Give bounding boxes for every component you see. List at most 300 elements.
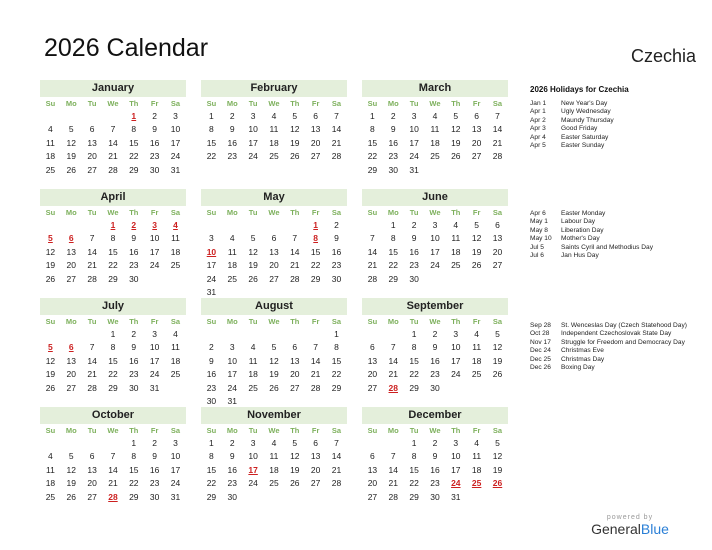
empty-cell: [264, 219, 285, 232]
holiday-day-cell: 8: [313, 233, 318, 244]
month-header: April: [40, 189, 186, 206]
day-cell: 13: [492, 233, 503, 244]
weekday-label: Th: [290, 426, 300, 435]
day-cell: 2: [229, 438, 235, 448]
empty-cell: [61, 437, 82, 450]
day-cell: 30: [388, 164, 398, 175]
day-cell: 19: [66, 478, 76, 489]
holiday-name: Christmas Day: [561, 355, 605, 363]
weekday-label: Su: [45, 99, 56, 108]
day-cell: 12: [269, 355, 279, 366]
weekday-label: Fr: [150, 208, 159, 217]
day-cell: 27: [367, 382, 378, 393]
day-cell: 20: [269, 260, 279, 271]
weekday-label: Fr: [311, 426, 320, 435]
day-cell: 27: [310, 478, 321, 489]
day-cell: 17: [170, 137, 181, 148]
holiday-name: Struggle for Freedom and Democracy Day: [561, 338, 685, 346]
day-cell: 28: [87, 273, 97, 284]
day-cell: 6: [89, 124, 95, 135]
holiday-row: [530, 339, 700, 347]
holiday-date: Dec 26: [530, 364, 551, 372]
day-cell: 24: [451, 369, 461, 380]
day-cell: 16: [227, 137, 237, 148]
holiday-date: Sep 28: [530, 322, 551, 329]
day-cell: 19: [66, 151, 76, 162]
holiday-group: [530, 85, 700, 150]
day-cell: 27: [367, 491, 378, 502]
holiday-row: [530, 218, 700, 226]
month-header: January: [40, 80, 186, 97]
weekday-label: Sa: [331, 99, 342, 108]
day-cell: 29: [409, 382, 419, 393]
day-cell: 2: [229, 111, 235, 121]
weekday-label: Th: [129, 208, 139, 217]
day-cell: 31: [451, 491, 461, 502]
weekday-label: Tu: [248, 99, 258, 108]
holiday-date: Apr 5: [530, 142, 546, 150]
day-cell: 19: [492, 464, 503, 475]
holiday-row: [530, 364, 700, 372]
holiday-day-cell: 26: [492, 478, 503, 489]
weekday-label: We: [107, 208, 119, 217]
day-cell: 6: [313, 438, 318, 448]
day-cell: 25: [227, 273, 237, 284]
month-header: September: [362, 298, 508, 315]
holiday-day-cell: 1: [110, 220, 116, 230]
day-cell: 12: [248, 246, 258, 257]
day-cell: 24: [248, 478, 258, 489]
empty-cell: [82, 328, 103, 341]
holiday-date: May 8: [530, 226, 548, 234]
day-cell: 3: [453, 329, 459, 339]
weekday-label: Th: [290, 99, 300, 108]
day-cell: 21: [108, 151, 118, 162]
weekday-label: Fr: [311, 99, 320, 108]
weekday-label: Sa: [492, 99, 503, 108]
weekday-label: Sa: [331, 317, 342, 326]
day-cell: 26: [45, 382, 56, 393]
empty-cell: [201, 328, 222, 341]
weekday-label: Tu: [248, 317, 258, 326]
day-cell: 29: [206, 491, 217, 502]
holiday-day-cell: 17: [248, 464, 258, 475]
day-cell: 27: [269, 273, 279, 284]
day-cell: 10: [149, 342, 160, 353]
day-cell: 15: [108, 355, 118, 366]
month-days: [40, 206, 186, 286]
day-cell: 28: [331, 151, 342, 162]
holiday-date: Apr 6: [530, 210, 546, 217]
day-cell: 17: [248, 137, 258, 148]
month-header: November: [201, 407, 347, 424]
day-cell: 20: [367, 478, 378, 489]
day-cell: 20: [471, 137, 482, 148]
holiday-row: [530, 347, 700, 355]
day-cell: 28: [331, 478, 342, 489]
day-cell: 14: [290, 246, 300, 257]
weekday-label: Tu: [87, 426, 97, 435]
day-cell: 1: [334, 329, 339, 339]
day-cell: 6: [313, 111, 318, 121]
day-cell: 13: [87, 137, 97, 148]
weekday-label: Sa: [331, 208, 342, 217]
day-cell: 13: [367, 464, 378, 475]
month-february: [201, 80, 347, 164]
day-cell: 1: [411, 329, 417, 339]
holidays-title: 2026 Holidays for Czechia: [530, 85, 629, 94]
holiday-row: [530, 252, 700, 260]
day-cell: 22: [206, 478, 217, 489]
weekday-label: Tu: [409, 208, 419, 217]
brand-name-general: General: [591, 521, 641, 537]
holiday-day-cell: 6: [68, 342, 74, 353]
day-cell: 1: [390, 220, 396, 230]
weekday-label: Tu: [409, 426, 419, 435]
day-cell: 26: [66, 164, 76, 175]
day-cell: 13: [471, 124, 482, 135]
day-cell: 24: [149, 260, 160, 271]
day-cell: 20: [290, 369, 300, 380]
day-cell: 7: [110, 451, 116, 462]
day-cell: 29: [388, 273, 398, 284]
day-cell: 8: [209, 451, 214, 462]
weekday-label: Mo: [65, 99, 77, 108]
day-cell: 26: [290, 478, 300, 489]
day-cell: 30: [331, 273, 342, 284]
holiday-day-cell: 28: [388, 382, 398, 393]
day-cell: 30: [129, 382, 139, 393]
day-cell: 30: [430, 491, 440, 502]
day-cell: 4: [48, 124, 53, 135]
holiday-row: [530, 244, 700, 252]
month-october: [40, 407, 186, 504]
holiday-row: [530, 210, 700, 218]
empty-cell: [40, 219, 61, 232]
day-cell: 15: [108, 246, 118, 257]
empty-cell: [284, 328, 305, 341]
day-cell: 6: [495, 220, 500, 230]
day-cell: 16: [331, 246, 342, 257]
day-cell: 31: [206, 286, 217, 297]
day-cell: 12: [45, 355, 56, 366]
day-cell: 16: [206, 369, 217, 380]
day-cell: 28: [310, 382, 321, 393]
weekday-label: Tu: [87, 99, 97, 108]
holiday-name: Jan Hus Day: [561, 252, 599, 260]
day-cell: 10: [170, 451, 181, 462]
day-cell: 8: [110, 342, 116, 353]
holiday-name: Saints Cyril and Methodius Day: [561, 243, 653, 251]
day-cell: 19: [248, 260, 258, 271]
day-cell: 2: [432, 329, 438, 339]
page-title: 2026 Calendar: [44, 34, 209, 62]
day-cell: 21: [290, 260, 300, 271]
empty-cell: [103, 437, 124, 450]
day-cell: 7: [390, 342, 396, 353]
day-cell: 3: [250, 438, 256, 448]
day-cell: 17: [409, 137, 419, 148]
empty-cell: [61, 328, 82, 341]
day-cell: 25: [269, 151, 279, 162]
day-cell: 6: [474, 111, 479, 121]
day-cell: 1: [370, 111, 375, 121]
month-days: [362, 206, 508, 286]
day-cell: 27: [66, 273, 76, 284]
day-cell: 7: [89, 233, 95, 244]
day-cell: 24: [170, 478, 181, 489]
weekday-label: Th: [290, 208, 300, 217]
day-cell: 20: [310, 137, 321, 148]
weekday-label: Fr: [311, 208, 320, 217]
day-cell: 17: [430, 246, 440, 257]
day-cell: 31: [170, 164, 181, 175]
weekday-label: We: [107, 99, 119, 108]
day-cell: 13: [87, 464, 97, 475]
day-cell: 22: [108, 260, 118, 271]
day-cell: 5: [292, 111, 298, 121]
day-cell: 15: [409, 355, 419, 366]
month-header: February: [201, 80, 347, 97]
month-header: May: [201, 189, 347, 206]
day-cell: 25: [430, 151, 440, 162]
day-cell: 21: [388, 369, 398, 380]
weekday-label: We: [268, 99, 280, 108]
holiday-date: Nov 17: [530, 338, 551, 346]
month-days: [40, 315, 186, 395]
holiday-day-cell: 10: [206, 246, 217, 257]
day-cell: 7: [334, 111, 339, 121]
day-cell: 2: [131, 329, 137, 339]
day-cell: 19: [269, 369, 279, 380]
day-cell: 12: [45, 246, 56, 257]
day-cell: 29: [108, 382, 118, 393]
weekday-label: Su: [45, 208, 56, 217]
day-cell: 1: [209, 438, 214, 448]
day-cell: 6: [89, 451, 95, 462]
day-cell: 26: [45, 273, 56, 284]
month-header: October: [40, 407, 186, 424]
month-august: [201, 298, 347, 408]
day-cell: 9: [411, 233, 417, 244]
day-cell: 25: [45, 491, 56, 502]
day-cell: 26: [471, 260, 482, 271]
day-cell: 11: [227, 246, 237, 257]
weekday-label: Sa: [331, 426, 342, 435]
day-cell: 18: [227, 260, 237, 271]
day-cell: 18: [471, 464, 482, 475]
day-cell: 29: [409, 491, 419, 502]
day-cell: 12: [451, 124, 461, 135]
day-cell: 23: [430, 369, 440, 380]
day-cell: 25: [170, 369, 181, 380]
holiday-name: Labour Day: [561, 218, 596, 226]
day-cell: 14: [108, 464, 118, 475]
day-cell: 10: [248, 124, 258, 135]
holiday-date: Apr 1: [530, 108, 546, 116]
day-cell: 9: [390, 124, 396, 135]
holiday-name: New Year's Day: [561, 100, 608, 107]
day-cell: 14: [367, 246, 378, 257]
day-cell: 14: [492, 124, 503, 135]
day-cell: 9: [334, 233, 339, 244]
day-cell: 15: [206, 464, 217, 475]
day-cell: 15: [367, 137, 378, 148]
holiday-day-cell: 24: [451, 478, 461, 489]
holiday-date: Apr 3: [530, 125, 546, 133]
holiday-date: Dec 24: [530, 347, 551, 355]
day-cell: 27: [87, 164, 97, 175]
day-cell: 28: [367, 273, 378, 284]
day-cell: 31: [149, 382, 160, 393]
day-cell: 9: [432, 342, 438, 353]
day-cell: 29: [108, 273, 118, 284]
empty-cell: [82, 110, 103, 123]
day-cell: 7: [370, 233, 375, 244]
day-cell: 7: [390, 451, 396, 462]
day-cell: 8: [411, 342, 417, 353]
day-cell: 28: [290, 273, 300, 284]
day-cell: 3: [453, 438, 459, 448]
day-cell: 4: [474, 329, 479, 339]
day-cell: 26: [451, 151, 461, 162]
weekday-label: Mo: [226, 426, 238, 435]
day-cell: 22: [409, 478, 419, 489]
weekday-label: Tu: [248, 426, 258, 435]
day-cell: 13: [269, 246, 279, 257]
day-cell: 30: [129, 273, 139, 284]
day-cell: 28: [108, 164, 118, 175]
day-cell: 22: [331, 369, 342, 380]
day-cell: 10: [149, 233, 160, 244]
holiday-day-cell: 28: [108, 491, 118, 502]
day-cell: 19: [45, 260, 56, 271]
day-cell: 8: [110, 233, 116, 244]
day-cell: 11: [269, 124, 279, 135]
month-header: July: [40, 298, 186, 315]
weekday-label: Mo: [226, 99, 238, 108]
holiday-row: [530, 330, 700, 338]
day-cell: 15: [129, 464, 139, 475]
empty-cell: [305, 328, 326, 341]
month-april: [40, 189, 186, 286]
month-header: March: [362, 80, 508, 97]
day-cell: 29: [310, 273, 321, 284]
weekday-label: Su: [45, 317, 56, 326]
day-cell: 23: [206, 382, 217, 393]
day-cell: 20: [87, 478, 97, 489]
day-cell: 21: [331, 464, 342, 475]
day-cell: 22: [310, 260, 321, 271]
day-cell: 3: [250, 111, 256, 121]
holiday-date: Oct 28: [530, 330, 550, 338]
day-cell: 10: [248, 451, 258, 462]
day-cell: 31: [227, 395, 237, 406]
day-cell: 4: [229, 233, 235, 244]
day-cell: 21: [87, 260, 97, 271]
day-cell: 21: [367, 260, 378, 271]
day-cell: 2: [152, 438, 157, 448]
day-cell: 8: [370, 124, 375, 135]
holiday-day-cell: 6: [68, 233, 74, 244]
day-cell: 10: [409, 124, 419, 135]
day-cell: 22: [206, 151, 217, 162]
day-cell: 4: [474, 438, 479, 448]
day-cell: 17: [451, 355, 461, 366]
day-cell: 29: [129, 491, 139, 502]
day-cell: 4: [271, 438, 277, 448]
day-cell: 9: [131, 233, 137, 244]
weekday-label: Sa: [170, 426, 181, 435]
day-cell: 23: [149, 478, 160, 489]
day-cell: 17: [451, 464, 461, 475]
month-days: [201, 97, 347, 164]
day-cell: 27: [492, 260, 503, 271]
weekday-label: Mo: [387, 208, 399, 217]
day-cell: 6: [370, 451, 375, 462]
month-days: [201, 315, 347, 408]
day-cell: 30: [430, 382, 440, 393]
day-cell: 11: [472, 342, 482, 353]
day-cell: 27: [310, 151, 321, 162]
day-cell: 8: [334, 342, 339, 353]
holiday-date: Dec 25: [530, 355, 551, 363]
day-cell: 16: [430, 464, 440, 475]
day-cell: 18: [45, 478, 56, 489]
day-cell: 16: [409, 246, 419, 257]
day-cell: 23: [149, 151, 160, 162]
day-cell: 16: [430, 355, 440, 366]
month-days: [201, 206, 347, 299]
empty-cell: [40, 437, 61, 450]
weekday-label: Th: [290, 317, 300, 326]
day-cell: 21: [310, 369, 321, 380]
weekday-label: We: [107, 426, 119, 435]
day-cell: 4: [48, 451, 53, 462]
day-cell: 30: [206, 395, 217, 406]
day-cell: 4: [453, 220, 459, 230]
day-cell: 26: [269, 382, 279, 393]
day-cell: 24: [149, 369, 160, 380]
weekday-label: Fr: [472, 426, 481, 435]
day-cell: 5: [271, 342, 277, 353]
day-cell: 22: [388, 260, 398, 271]
day-cell: 18: [45, 151, 56, 162]
weekday-label: Tu: [248, 208, 258, 217]
day-cell: 12: [66, 464, 76, 475]
day-cell: 3: [209, 233, 214, 244]
empty-cell: [243, 328, 264, 341]
day-cell: 31: [409, 164, 419, 175]
day-cell: 23: [409, 260, 419, 271]
holiday-name: Independent Czechoslovak State Day: [561, 330, 672, 338]
day-cell: 19: [45, 369, 56, 380]
weekday-label: Su: [206, 208, 217, 217]
weekday-label: Tu: [87, 317, 97, 326]
holiday-name: St. Wenceslas Day (Czech Statehood Day): [561, 322, 687, 329]
day-cell: 15: [310, 246, 321, 257]
holiday-day-cell: 1: [131, 111, 137, 121]
day-cell: 25: [471, 369, 482, 380]
day-cell: 13: [66, 246, 76, 257]
month-days: [362, 97, 508, 177]
month-december: [362, 407, 508, 504]
weekday-label: We: [268, 208, 280, 217]
weekday-label: Su: [206, 317, 217, 326]
weekday-label: Su: [367, 317, 378, 326]
month-june: [362, 189, 508, 286]
day-cell: 11: [46, 137, 55, 148]
